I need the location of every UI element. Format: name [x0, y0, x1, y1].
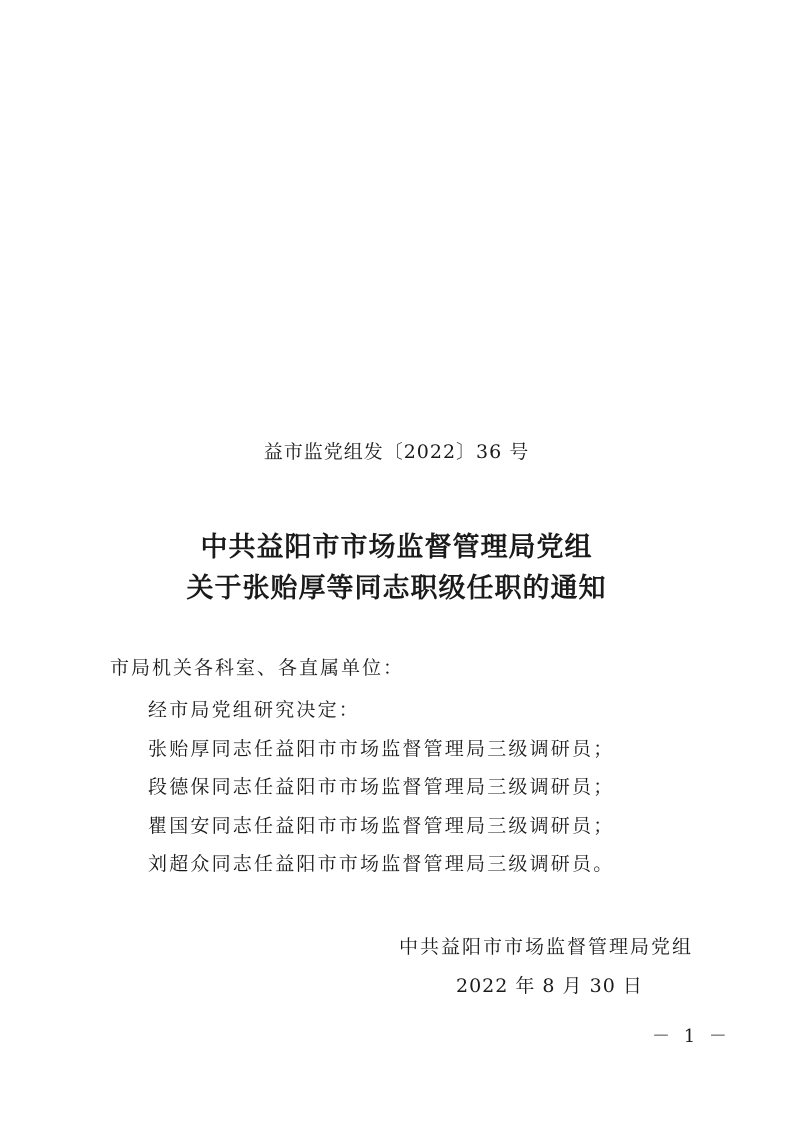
document-title [0, 527, 793, 609]
page-number: － 1 － [652, 1026, 731, 1047]
body-line-appointment: 瞿国安同志任益阳市市场监督管理局三级调研员； [148, 814, 615, 837]
issue-date: 2022 年 8 月 30 日 [456, 975, 643, 997]
body-line-appointment: 段德保同志任益阳市市场监督管理局三级调研员； [148, 776, 615, 798]
body-line-appointment: 张贻厚同志任益阳市市场监督管理局三级调研员； [148, 737, 615, 760]
body-text [148, 691, 614, 884]
title-line-2: 关于张贻厚等同志职级任职的通知 [186, 573, 607, 604]
issuer-signature: 中共益阳市市场监督管理局党组 [399, 936, 694, 958]
document-number: 益市监党组发〔2022〕36 号 [263, 441, 530, 463]
title-line-1: 中共益阳市市场监督管理局党组 [200, 532, 593, 563]
body-line-appointment: 刘超众同志任益阳市市场监督管理局三级调研员。 [148, 853, 615, 875]
salutation: 市局机关各科室、各直属单位： [110, 657, 405, 679]
body-line-intro: 经市局党组研究决定： [148, 699, 361, 721]
